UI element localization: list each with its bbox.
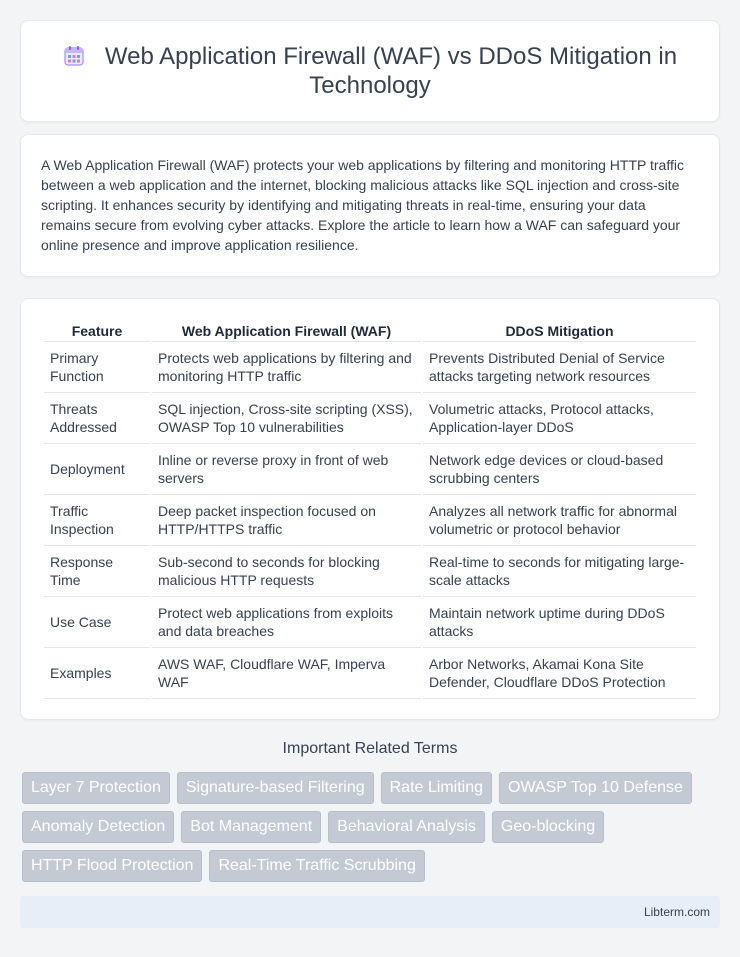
table-header-row bbox=[44, 319, 696, 342]
page-title bbox=[61, 42, 679, 100]
feature-cell: Threats Addressed bbox=[44, 393, 150, 444]
tag-geo-blocking[interactable]: Geo-blocking bbox=[492, 811, 604, 843]
tag-signature-based-filtering[interactable]: Signature-based Filtering bbox=[177, 772, 374, 804]
ddos-cell: Prevents Distributed Denial of Service attacks targeting network resources bbox=[423, 342, 696, 393]
feature-cell: Primary Function bbox=[44, 342, 150, 393]
ddos-cell: Analyzes all network traffic for abnormal volumetric or protocol behavior bbox=[423, 495, 696, 546]
feature-cell: Examples bbox=[44, 648, 150, 699]
column-header: Web Application Firewall (WAF) bbox=[152, 319, 421, 342]
waf-cell: Sub-second to seconds for blocking malicious HTTP requests bbox=[152, 546, 421, 597]
waf-cell: Protects web applications by filtering and monitoring HTTP traffic bbox=[152, 342, 421, 393]
table-row bbox=[44, 342, 696, 393]
tag-layer-7-protection[interactable]: Layer 7 Protection bbox=[22, 772, 170, 804]
tag-behavioral-analysis[interactable]: Behavioral Analysis bbox=[328, 811, 485, 843]
column-header: DDoS Mitigation bbox=[423, 319, 696, 342]
tag-anomaly-detection[interactable]: Anomaly Detection bbox=[22, 811, 174, 843]
page-title-text: Web Application Firewall (WAF) vs DDoS Mitigation in Technology bbox=[104, 43, 678, 99]
table-row bbox=[44, 546, 696, 597]
intro-card bbox=[20, 134, 720, 277]
ddos-cell: Maintain network uptime during DDoS attacks bbox=[423, 597, 696, 648]
waf-cell: Inline or reverse proxy in front of web servers bbox=[152, 444, 421, 495]
tag-rate-limiting[interactable]: Rate Limiting bbox=[381, 772, 492, 804]
ddos-cell: Volumetric attacks, Protocol attacks, Application-layer DDoS bbox=[423, 393, 696, 444]
table-row bbox=[44, 444, 696, 495]
ddos-cell: Arbor Networks, Akamai Kona Site Defender, Cloudflare DDoS Protection bbox=[423, 648, 696, 699]
waf-cell: SQL injection, Cross-site scripting (XSS), OWASP Top 10 vulnerabilities bbox=[152, 393, 421, 444]
waf-cell: Protect web applications from exploits and data breaches bbox=[152, 597, 421, 648]
tag-bot-management[interactable]: Bot Management bbox=[181, 811, 321, 843]
intro-text: A Web Application Firewall (WAF) protects your web applications by filtering and monitoring HTTP traffic between a web application and the internet, blocking malicious attacks like SQL injection and cross-site scripting. It enhances security by identifying and mitigating threats in real-time, ensuring your data remains secure from evolving cyber attacks. Explore the article to learn how a WAF can safeguard your online presence and improve application resilience. bbox=[41, 157, 684, 253]
table-row bbox=[44, 393, 696, 444]
comparison-table bbox=[42, 319, 698, 699]
calendar-grid-icon bbox=[63, 45, 85, 67]
tag-real-time-traffic-scrubbing[interactable]: Real-Time Traffic Scrubbing bbox=[209, 850, 424, 882]
title-card bbox=[20, 20, 720, 122]
column-header: Feature bbox=[44, 319, 150, 342]
comparison-table-card bbox=[20, 298, 720, 720]
footer-site-link[interactable]: Libterm.com bbox=[643, 905, 710, 919]
table-row bbox=[44, 648, 696, 699]
related-terms-tags bbox=[22, 772, 720, 882]
feature-cell: Traffic Inspection bbox=[44, 495, 150, 546]
table-row bbox=[44, 495, 696, 546]
tag-http-flood-protection[interactable]: HTTP Flood Protection bbox=[22, 850, 202, 882]
ddos-cell: Real-time to seconds for mitigating large-scale attacks bbox=[423, 546, 696, 597]
table-row bbox=[44, 597, 696, 648]
tag-owasp-top-10-defense[interactable]: OWASP Top 10 Defense bbox=[499, 772, 692, 804]
ddos-cell: Network edge devices or cloud-based scrubbing centers bbox=[423, 444, 696, 495]
feature-cell: Deployment bbox=[44, 444, 150, 495]
waf-cell: AWS WAF, Cloudflare WAF, Imperva WAF bbox=[152, 648, 421, 699]
footer bbox=[20, 896, 720, 928]
waf-cell: Deep packet inspection focused on HTTP/HTTPS traffic bbox=[152, 495, 421, 546]
feature-cell: Response Time bbox=[44, 546, 150, 597]
feature-cell: Use Case bbox=[44, 597, 150, 648]
related-terms-heading: Important Related Terms bbox=[282, 740, 458, 757]
